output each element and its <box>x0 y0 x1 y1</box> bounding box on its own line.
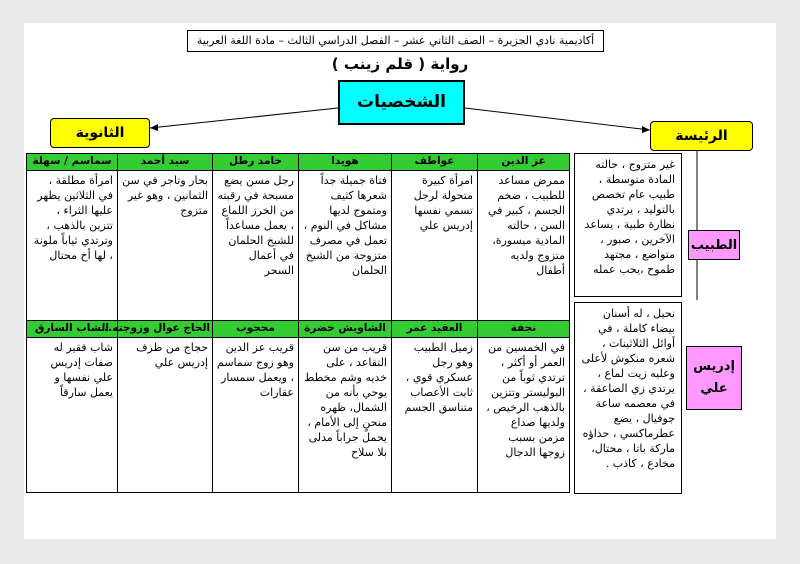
page-header: أكاديمية نادي الجزيرة – الصف الثاني عشر – الفصل الدراسي الثالث – مادة اللغة العربية <box>187 30 604 52</box>
character-name: عواطف <box>392 154 478 171</box>
character-description: بحار وتاجر في سن الثمانين ، وهو غير متزوج <box>118 171 213 321</box>
character-description: امرأة كبيرة متحولة لرجل تسمي نفسها إدريس علي <box>392 171 478 321</box>
idris-label: إدريس علي <box>686 346 742 410</box>
character-description: شاب فقير له صفات إدريس علي نفسها و يعمل سارقاً <box>27 338 118 493</box>
character-name: الشاب السارق <box>27 321 118 338</box>
character-description: امرأة مطلقة ، في الثلاثين يظهر عليها الثراء ، تتزين بالذهب ، وترتدي ثياباً ملونة ، لها أخ محتال <box>27 171 118 321</box>
character-name: العقيد عمر <box>392 321 478 338</box>
main-label: الرئيسة <box>650 121 753 151</box>
character-name: حامد رطل <box>213 154 299 171</box>
character-description: قريب عز الدين وهو زوج سماسم ، ويعمل سمسار عقارات <box>213 338 299 493</box>
character-description: زميل الطبيب وهو رجل عسكري قوي ، ثابت الأعصاب متناسق الجسم <box>392 338 478 493</box>
character-description: رجل مسن يضع مسبحة في رقبته من الخرز اللماع ، يعمل مساعداً للشيخ الحلمان في أعمال السحر <box>213 171 299 321</box>
novel-title: رواية ( قلم زينب ) <box>331 55 469 73</box>
characters-title: الشخصيات <box>338 80 465 125</box>
secondary-label: الثانوية <box>50 118 150 148</box>
idris-description: نحيل ، له أسنان بيضاء كاملة ، في أوائل الثلاثينات ، شعره منكوش لأعلى وعليه زيت لماع ، يرتدي زي الصاعقة ، في معصمه ساعة جوفيال ، يضع عطرماكسي ، حذاؤه ماركة باتا ، محتال، مخادع ، كاذب . <box>574 302 682 494</box>
character-description: في الخمسين من العمر أو أكثر ، ترتدي ثوباً من البوليستر وتتزين بالذهب الرخيص ، ولديها صداع مزمن بسبب زوجها الدجال <box>478 338 570 493</box>
character-description: قريب من سن التقاعد ، على خديه وشم مخطط يوحي بأنه من الشمال، ظهره منحنٍ إلى الأمام ، يحمل جراباً مدلى بلا سلاح <box>299 338 392 493</box>
character-name: سيد أحمد <box>118 154 213 171</box>
doctor-label: الطبيب <box>688 230 740 260</box>
character-name: محجوب <box>213 321 299 338</box>
character-name: نجفة <box>478 321 570 338</box>
character-name: الحاج عوال وزوجته.. <box>118 321 213 338</box>
character-description: ممرض مساعد للطبيب ، ضخم الجسم ، كبير في السن ، حالته المادية ميسورة، متزوج ولديه أطفال <box>478 171 570 321</box>
character-name: عز الدين <box>478 154 570 171</box>
doctor-description: غير متزوج ، حالته المادة متوسطة ، طبيب عام تخصص بالتوليد ، يرتدي نظارة طبية ، يساعد الآخرين ، صبور ، متواضع ، مجتهد طموح ،يحب عمله <box>574 153 682 297</box>
character-name: هويدا <box>299 154 392 171</box>
character-description: فتاة جميلة جداً شعرها كثيف ومتموج لديها مشاكل في النوم ، تعمل في مصرف متزوجة من الشيخ الحلمان <box>299 171 392 321</box>
character-description: حجاج من طرف إدريس علي <box>118 338 213 493</box>
secondary-characters-table <box>26 153 570 493</box>
character-name: سماسم / سهلة <box>27 154 118 171</box>
character-name: الشاويش خضرة <box>299 321 392 338</box>
